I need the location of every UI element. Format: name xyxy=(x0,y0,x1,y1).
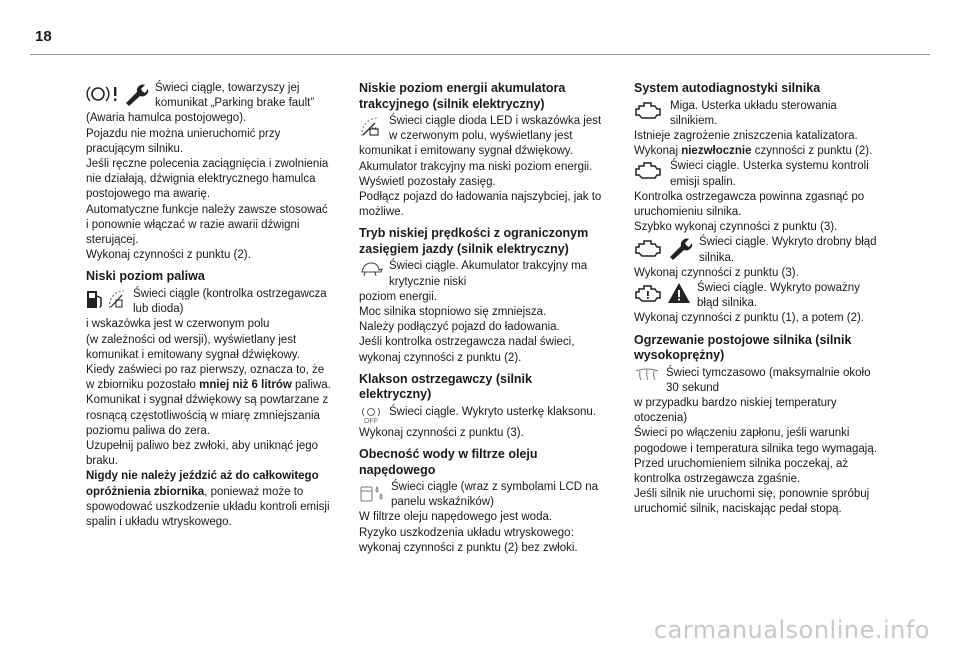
engine-diag-immediately: niezwłocznie xyxy=(681,145,752,158)
parking-brake-line-3: Jeśli ręczne polecenia zaciągnięcia i zwolnienia nie działają, dźwignia elektrycznego hamulca postojowego ma awarię. xyxy=(86,158,329,201)
glow-plug-heading: Ogrzewanie postojowe silnika (silnik wysokoprężny) xyxy=(634,332,852,363)
glow-plug-icon xyxy=(634,367,660,383)
wrench-icon xyxy=(667,236,693,260)
low-fuel-line-6b: , ponieważ może to spowodować uszkodzenie układu kontroli emisji spalin i układu wtryskowego. xyxy=(86,485,330,528)
diesel-filter-water-icon xyxy=(359,481,385,505)
glow-plug-line-4: Jeśli silnik nie uruchomi się, ponownie spróbuj uruchomić silnik, naciskając pedał stopą. xyxy=(634,488,870,516)
low-fuel-heading: Niski poziom paliwa xyxy=(86,269,205,284)
parking-brake-line-2: Pojazdu nie można unieruchomić przy pracującym silniku. xyxy=(86,127,281,155)
low-fuel-line-3a: Kiedy zaświeci po raz pierwszy, oznacza to, że w zbiorniku pozostało xyxy=(86,363,325,392)
engine-diag-major xyxy=(634,281,879,311)
low-fuel-line-4: Komunikat i sygnał dźwiękowy są powtarzane z rosnącą częstotliwością w miarę zmniejszania poziomu paliwa do zera. xyxy=(86,394,329,437)
battery-low-warning xyxy=(359,114,604,144)
engine-diag-minor-line-1: Wykonaj czynności z punktu (3). xyxy=(634,266,799,279)
low-fuel-line-3 xyxy=(86,363,331,393)
limited-speed-line-3: Należy podłączyć pojazd do ładowania. xyxy=(359,321,560,334)
limited-speed-line-1: poziom energii. xyxy=(359,290,437,303)
engine-diag-major-text: Świeci ciągle. Wykryto poważny błąd silnika. xyxy=(697,281,860,310)
engine-diag-flashing-line-a: Istnieje zagrożenie zniszczenia katalizatora. Wykonaj xyxy=(634,129,858,158)
limited-speed-heading: Tryb niskiej prędkości z ograniczonym zasięgiem jazdy (silnik elektryczny) xyxy=(359,226,589,256)
engine-check-icon xyxy=(634,238,664,258)
glow-plug-line-2: Świeci po włączeniu zapłonu, jeśli warunki pogodowe i temperatura silnika tego wymagają. xyxy=(634,427,877,455)
limited-speed-line-4: Jeśli kontrolka ostrzegawcza nadal świeci, wykonaj czynności z punktu (2). xyxy=(359,336,575,364)
limited-speed-warning xyxy=(359,259,604,289)
battery-low-line-4: Podłącz pojazd do ładowania najszybciej, jak to możliwe. xyxy=(359,191,602,219)
battery-low-line-2: Akumulator trakcyjny ma niski poziom energii. xyxy=(359,160,593,173)
engine-diag-emission-text: Świeci ciągle. Usterka systemu kontroli emisji spalin. xyxy=(670,160,869,188)
parking-brake-line-1: (Awaria hamulca postojowego). xyxy=(86,112,247,125)
fuel-pump-icon xyxy=(86,288,104,310)
limited-speed-line-2: Moc silnika stopniowo się zmniejsza. xyxy=(359,306,547,319)
engine-diag-flashing-text: Miga. Usterka układu sterowania silnikiem. xyxy=(670,99,837,127)
header-divider xyxy=(30,54,930,55)
low-fuel-line-5: Uzupełnij paliwo bez zwłoki, aby uniknąć jego braku. xyxy=(86,439,319,468)
engine-diag-flashing xyxy=(634,99,879,129)
column-3 xyxy=(634,81,879,518)
engine-diag-major-line-1: Wykonaj czynności z punktu (1), a potem (2). xyxy=(634,312,864,325)
engine-diag-heading: System autodiagnostyki silnika xyxy=(634,81,821,95)
warning-triangle-icon xyxy=(667,282,691,304)
low-fuel-line-1: i wskazówka jest w czerwonym polu xyxy=(86,318,270,331)
horn-heading: Klakson ostrzegawczy (silnik elektryczny) xyxy=(359,371,532,402)
low-fuel-line-3c: paliwa. xyxy=(295,379,331,392)
engine-diag-flashing-line xyxy=(634,129,879,159)
battery-low-head-text: Świeci ciągle dioda LED i wskazówka jest w czerwonym polu, wyświetlany jest xyxy=(389,115,602,143)
horn-head-text: Świeci ciągle. Wykryto usterkę klaksonu. xyxy=(389,405,596,418)
engine-diag-flashing-line-b: czynności z punktu (2). xyxy=(754,145,873,158)
battery-low-line-3: Wyświetl pozostały zasięg. xyxy=(359,175,496,188)
horn-line-1: Wykonaj czynności z punktu (3). xyxy=(359,426,524,439)
parking-brake-line-4: Automatyczne funkcje należy zawsze stosować i ponownie włączać w razie awarii dźwigni sterującej. xyxy=(86,203,328,247)
wrench-icon xyxy=(123,82,149,106)
low-fuel-never-empty: Nigdy nie należy jeździć aż do całkowitego opróżnienia zbiornika xyxy=(86,470,319,498)
horn-off-label: OFF xyxy=(364,417,378,425)
watermark: carmanualsonline.info xyxy=(653,616,930,644)
glow-plug-head-text: Świeci tymczasowo (maksymalnie około 30 sekund xyxy=(666,366,871,394)
horn-off-icon xyxy=(359,406,383,426)
glow-plug-warning xyxy=(634,366,879,396)
engine-diag-emission-line-1: Kontrolka ostrzegawcza powinna zgasnąć po uruchomieniu silnika. xyxy=(634,190,865,218)
water-filter-line-2: Ryzyko uszkodzenia układu wtryskowego: wykonaj czynności z punktu (2) bez zwłoki. xyxy=(359,526,578,554)
low-fuel-line-6 xyxy=(86,469,331,530)
engine-check-icon xyxy=(634,160,664,180)
engine-diag-emission xyxy=(634,159,879,189)
engine-diag-minor-text: Świeci ciągle. Wykryto drobny błąd silnika. xyxy=(699,236,877,264)
parking-brake-line-5: Wykonaj czynności z punktu (2). xyxy=(86,249,251,262)
water-filter-line-1: W filtrze oleju napędowego jest woda. xyxy=(359,511,553,524)
water-filter-head-text: Świeci ciągle (wraz z symbolami LCD na panelu wskaźników) xyxy=(391,481,599,509)
glow-plug-line-3: Przed uruchomieniem silnika poczekaj, aż kontrolka ostrzegawcza zgaśnie. xyxy=(634,457,849,485)
engine-check-icon xyxy=(634,100,664,120)
water-filter-warning xyxy=(359,480,604,510)
column-2 xyxy=(359,81,604,556)
glow-plug-line-1: w przypadku bardzo niskiej temperatury otoczenia) xyxy=(634,396,837,425)
engine-diag-emission-line-2: Szybko wykonaj czynności z punktu (3). xyxy=(634,221,838,234)
limited-speed-head-text: Świeci ciągle. Akumulator trakcyjny ma krytycznie niski xyxy=(389,260,588,288)
battery-low-line-1: komunikat i emitowany sygnał dźwiękowy. xyxy=(359,145,573,158)
low-fuel-warning xyxy=(86,287,331,317)
low-fuel-head-text: Świeci ciągle (kontrolka ostrzegawcza lub dioda) xyxy=(133,287,327,316)
low-fuel-threshold: mniej niż 6 litrów xyxy=(199,379,292,392)
page-number: 18 xyxy=(35,28,52,45)
engine-alert-icon xyxy=(634,283,664,303)
parking-brake-head-text: Świeci ciągle, towarzyszy jej komunikat „Parking brake fault” xyxy=(155,82,315,110)
battery-gauge-icon xyxy=(359,115,383,139)
horn-warning xyxy=(359,405,604,426)
parking-brake-fault-icon xyxy=(86,83,120,105)
turtle-icon xyxy=(359,260,383,278)
battery-low-heading: Niskie poziom energii akumulatora trakcyjnego (silnik elektryczny) xyxy=(359,81,566,111)
low-fuel-line-2: (w zależności od wersji), wyświetlany jest komunikat i emitowany sygnał dźwiękowy. xyxy=(86,333,300,361)
column-1 xyxy=(86,81,331,530)
fuel-gauge-icon xyxy=(107,288,127,310)
water-filter-heading: Obecność wody w filtrze oleju napędowego xyxy=(359,447,538,477)
parking-brake-warning xyxy=(86,81,331,111)
engine-diag-minor xyxy=(634,235,879,265)
